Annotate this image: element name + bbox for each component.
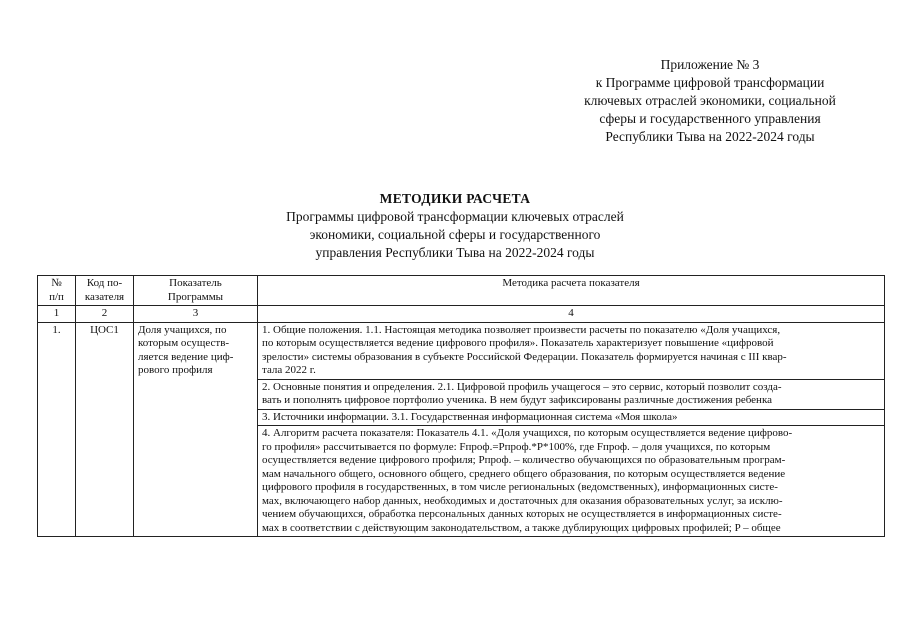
header-code	[76, 276, 134, 306]
method-line: зрелости» системы образования в субъекте Российской Федерации. Показатель формируется начиная с III квар-	[262, 350, 787, 363]
main-title: МЕТОДИКИ РАСЧЕТА	[379, 191, 531, 206]
header-num-line: п/п	[49, 290, 64, 303]
row-code: ЦОС1	[76, 322, 134, 537]
indicator-line: рового профиля	[138, 364, 213, 376]
subtitle-line: экономики, социальной сферы и государственного	[309, 227, 601, 242]
document-title	[200, 190, 710, 262]
appendix-line: Приложение № 3	[660, 57, 760, 72]
header-code-line: Код по-	[86, 277, 123, 289]
method-line: мам начального общего, основного общего, среднего общего образования, по которым осуществляется ведение	[262, 467, 786, 480]
column-number-row	[38, 306, 885, 323]
header-num	[38, 276, 76, 306]
method-line: 1. Общие положения. 1.1. Настоящая методика позволяет произвести расчеты по показателю «Доля учащихся,	[262, 323, 781, 336]
method-line: вать и пополнять цифровое портфолио ученика. В нем будут зафиксированы различные достижения ребенка	[262, 394, 773, 406]
method-line: го профиля» рассчитывается по формуле: Fпроф.=Pпроф.*P*100%, где Fпроф. – доля учащихся, по которым	[262, 440, 771, 453]
methods-table	[37, 275, 885, 537]
method-line: по которым осуществляется ведение цифрового профиля». Показатель характеризует повышение «цифровой	[262, 337, 774, 349]
header-code-line: казателя	[84, 290, 125, 303]
method-line: 4. Алгоритм расчета показателя: Показатель 4.1. «Доля учащихся, по которым осуществляется ведение цифрово-	[262, 427, 793, 439]
method-line: 2. Основные понятия и определения. 2.1. Цифровой профиль учащегося – это сервис, который позволит созда-	[262, 380, 782, 393]
appendix-line: сферы и государственного управления	[599, 111, 821, 126]
appendix-line: ключевых отраслей экономики, социальной	[584, 93, 836, 108]
column-number: 1	[38, 306, 76, 323]
indicator-line: ляется ведение циф-	[138, 350, 234, 363]
header-indicator	[134, 276, 258, 306]
header-num-line: №	[51, 277, 62, 289]
header-indicator-line: Программы	[167, 290, 224, 303]
method-line: 3. Источники информации. 3.1. Государственная информационная система «Моя школа»	[262, 410, 678, 423]
table-row	[38, 322, 885, 379]
method-line: мах, включающего набор данных, необходимых и достаточных для оказания образовательных услуг, за исклю-	[262, 494, 783, 507]
table-header-row	[38, 276, 885, 306]
indicator-line: Доля учащихся, по	[138, 323, 227, 336]
method-section-general	[258, 322, 885, 379]
method-line: тала 2022 г.	[262, 364, 316, 376]
appendix-header	[560, 56, 860, 146]
header-method: Методика расчета показателя	[258, 276, 885, 306]
appendix-line: к Программе цифровой трансформации	[595, 75, 825, 90]
column-number: 2	[76, 306, 134, 323]
column-number: 4	[258, 306, 885, 323]
appendix-line: Республики Тыва на 2022-2024 годы	[605, 129, 815, 144]
method-section-definitions	[258, 379, 885, 409]
row-number: 1.	[38, 322, 76, 537]
method-line: осуществляется ведение цифрового профиля; Pпроф. – количество обучающихся по образовательным програм-	[262, 454, 786, 466]
method-section-sources	[258, 409, 885, 426]
indicator-line: которым осуществ-	[138, 337, 230, 349]
method-line: чением обучающихся, обработка персональных данных которых не осуществляется в информационных систе-	[262, 508, 782, 520]
method-section-algorithm	[258, 426, 885, 537]
subtitle-line: управления Республики Тыва на 2022-2024 годы	[315, 245, 595, 260]
header-indicator-line: Показатель	[169, 277, 222, 289]
row-indicator	[134, 322, 258, 537]
column-number: 3	[134, 306, 258, 323]
subtitle-line: Программы цифровой трансформации ключевых отраслей	[286, 209, 624, 224]
method-line: цифрового профиля в государственных, в том числе региональных (ведомственных), информационных систе-	[262, 481, 778, 493]
method-line: мах в соответствии с действующим законодательством, а также дублирующих цифровых профилей; P – общее	[262, 521, 781, 534]
